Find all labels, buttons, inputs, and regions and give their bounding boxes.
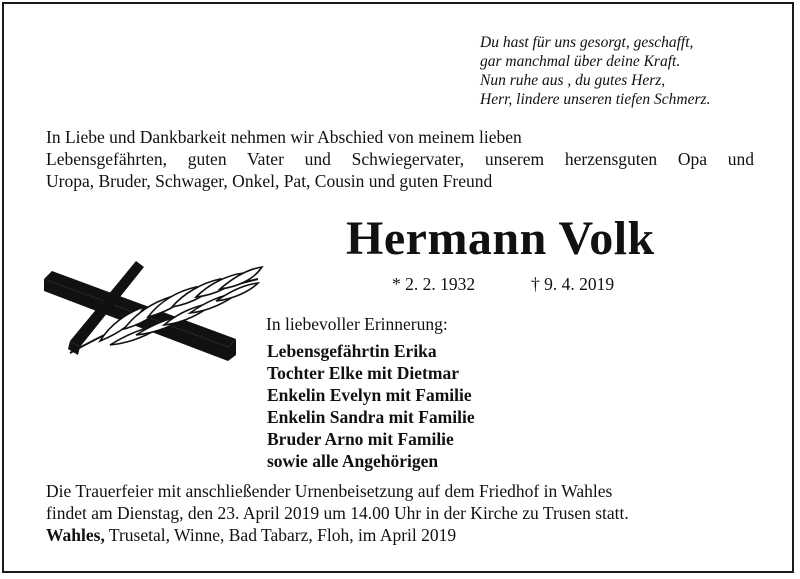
funeral-line: Die Trauerfeier mit anschließender Urnenbeisetzung auf dem Friedhof in Wahles	[46, 481, 613, 501]
death-date: † 9. 4. 2019	[531, 274, 615, 294]
place-rest: Trusetal, Winne, Bad Tabarz, Floh, im April 2019	[104, 525, 457, 545]
mourners-list	[267, 340, 475, 472]
list-item: sowie alle Angehörigen	[267, 451, 439, 471]
list-item: Bruder Arno mit Familie	[267, 429, 454, 449]
funeral-line: findet am Dienstag, den 23. April 2019 um 14.00 Uhr in der Kirche zu Trusen statt.	[46, 503, 629, 523]
memory-label: In liebevoller Erinnerung:	[266, 314, 448, 334]
birth-date: * 2. 2. 1932	[392, 274, 476, 294]
intro-line: In Liebe und Dankbarkeit nehmen wir Abschied von meinem lieben	[46, 127, 522, 147]
intro-text	[46, 126, 754, 192]
list-item: Tochter Elke mit Dietmar	[267, 363, 459, 383]
funeral-info	[46, 480, 754, 546]
poem-line: Du hast für uns gesorgt, geschafft,	[480, 34, 694, 51]
list-item: Enkelin Sandra mit Familie	[267, 407, 475, 427]
intro-line: Uropa, Bruder, Schwager, Onkel, Pat, Cousin und guten Freund	[46, 171, 493, 191]
list-item: Enkelin Evelyn mit Familie	[267, 385, 472, 405]
place-date-line	[46, 524, 754, 546]
list-item: Lebensgefährtin Erika	[267, 341, 437, 361]
poem-line: gar manchmal über deine Kraft.	[480, 53, 681, 70]
cross-with-palm-branch-icon	[40, 255, 280, 365]
poem-line: Herr, lindere unseren tiefen Schmerz.	[480, 91, 711, 108]
intro-line: Lebensgefährten, guten Vater und Schwiegervater, unserem herzensguten Opa und	[46, 149, 754, 169]
poem-line: Nun ruhe aus , du gutes Herz,	[480, 72, 666, 89]
place-bold: Wahles,	[46, 525, 105, 545]
poem	[480, 33, 710, 109]
deceased-name: Hermann Volk	[346, 212, 655, 265]
